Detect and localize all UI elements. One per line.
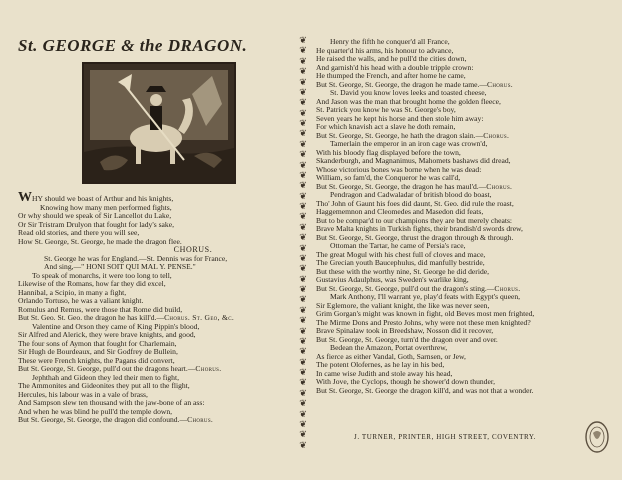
fleuron-icon: ❦ [299,284,307,294]
verse-line: But to be compar'd to our champions they are but merely cheats: [316,215,513,225]
verse-line: St. Patrick you know he was St. George's boy, [316,105,456,114]
chorus-tag: Chorus. [486,79,513,89]
fleuron-icon: ❦ [299,138,307,149]
stamp-seal-icon [584,420,610,454]
fleuron-icon: ❦ [299,159,307,170]
ornamental-divider [297,36,309,450]
verse-line: Henry the fifth he conquer'd all France, [330,37,450,46]
fleuron-icon: ❦ [299,294,307,305]
fleuron-icon: ❦ [299,97,307,108]
verse-line: But St. George, St. George, he hath the dragon slain.—Chorus. [316,130,510,140]
verse-line: And garnish'd his head with a double tripple crown: [316,62,474,72]
fleuron-icon: ❦ [299,335,307,346]
fleuron-icon: ❦ [299,66,307,77]
fleuron-icon: ❦ [299,398,307,409]
library-stamp [584,420,610,454]
verse-line: The Grecian youth Baucephulus, did manfully bestride, [316,258,485,267]
fleuron-icon: ❦ [299,242,307,253]
verse-line: With Jove, the Cyclops, though he shower'd down thunder, [316,377,495,386]
verse-line: But St. George, St. George, pull'd out the dragons heart.—Chorus. [18,364,222,373]
right-verses [316,38,606,395]
ballad-title: St. GEORGE & the DRAGON. [18,36,248,55]
verse-line: Read old stories, and there you will see, [18,228,140,237]
verse-line: The Ammonites and Gideonites they put all to the flight, [18,381,190,390]
printer-imprint: J. TURNER, PRINTER, HIGH STREET, COVENTRY. [354,433,536,441]
verse-line: Sir Eglemore, the valiant knight, the like was never seen, [316,300,490,310]
verse-line: To speak of monarchs, it were too long to tell, [32,270,172,280]
fleuron-icon: ❦ [299,169,307,180]
fleuron-icon: ❦ [299,128,307,139]
verse-line: How St. George, St. George, he made the dragon flee. [18,236,182,246]
fleuron-icon: ❦ [299,180,307,191]
verse-line: Tamerlain the emperor in an iron cage was crown'd, [330,139,488,148]
verse-line: In came wise Judith and stole away his head, [316,368,453,378]
chorus-line: St. George he was for England.—St. Dennis was for France, [44,253,228,263]
verse-line: Or why should we speak of Sir Lancellot du Lake, [18,211,172,220]
verse-line: For which knavish act a slave he doth remain, [316,122,456,131]
verse-line: Brave Malta knights in Turkish fights, their brandish'd swords drew, [316,224,523,233]
fleuron-icon: ❦ [299,315,307,326]
fleuron-icon: ❦ [299,304,307,315]
verse-line: Skanderburgh, and Magnanimus, Mahomets bashaws did dread, [316,156,511,165]
fleuron-icon: ❦ [299,273,307,284]
left-column [18,36,308,425]
left-verses [18,190,308,425]
verse-line: Valentine and Orson they came of King Pippin's blood, [32,321,200,331]
verse-line: Pendragon and Cadwaladar of british blood do boast, [330,190,492,199]
verse-line: Tho' John of Gaunt his foes did daunt, St. Geo. did rule the roast, [316,198,514,208]
fleuron-icon: ❦ [299,190,307,201]
fleuron-icon: ❦ [299,252,307,263]
verse-line: Ottoman the Tartar, he came of Persia's race, [330,241,466,250]
chorus-line: And sing,—" HONI SOIT QUI MAL Y. PENSE." [44,262,196,271]
fleuron-icon: ❦ [299,45,307,56]
chorus-tag: Chorus. [195,364,222,373]
fleuron-icon: ❦ [299,76,307,87]
fleuron-icon: ❦ [299,211,307,222]
verse-line: As fierce as either Vandal, Goth, Sarnsen, or Jew, [316,351,466,361]
fleuron-icon: ❦ [299,429,307,440]
verse-line: Likewise of the Romans, how far they did excel, [18,279,166,288]
verse-line: Or Sir Tristram Drulyon that fought for lady's sake, [18,219,174,229]
fleuron-icon: ❦ [299,418,307,429]
verse-line: Sir Hugh de Bourdeaux, and Sir Godfrey de Bullein, [18,347,178,356]
verse-line: Knowing how many men performed fights, [40,202,172,212]
fleuron-icon: ❦ [299,86,307,97]
fleuron-icon: ❦ [299,346,307,357]
verse-line: Hannibal, a Scipio, in many a fight, [18,287,127,297]
verse-line: But St. George, St. George, thrust the dragon through & through. [316,232,514,242]
fleuron-icon: ❦ [299,387,307,398]
verse-line: WHY should we boast of Arthur and his knights, [18,190,174,205]
fleuron-icon: ❦ [299,35,307,45]
drop-cap: W [18,190,32,205]
st-george-woodcut-image [84,64,234,182]
verse-line: With his bloody flag displayed before the town, [316,147,461,157]
verse-line: But these with the worthy nine, St. George he did deride, [316,266,490,276]
verse-line: The potent Olofernes, as he lay in his bed, [316,360,445,369]
verse-line: Mark Anthony, I'll warrant ye, play'd feats with Egypt's queen, [330,292,521,301]
verse-line: But St. George, St. George, the dragon did confound.—Chorus. [18,415,214,424]
verse-line: Hercules, his labour was in a vale of brass, [18,389,148,399]
fleuron-icon: ❦ [299,221,307,232]
fleuron-icon: ❦ [299,356,307,367]
verse-line: Haggememnon and Cleomedes and Masedon did feats, [316,207,484,216]
verse-line: The four sons of Aymon that fought for Charlemain, [18,338,177,348]
verse-line: He quarter'd his arms, his honour to advance, [316,45,454,55]
verse-line: But St. Geo. St. Geo. the dragon he has kill'd.—Chorus. St. Geo, &c. [18,313,235,322]
verse-line: Gustavius Adaulphus, was Sweden's warlike king, [316,275,469,284]
verse-line: And when he was blind he pull'd the temple down, [18,406,173,416]
chorus-tag: Chorus. [486,181,513,191]
verse-line: William, so fam'd, the Conqueror he was call'd, [316,173,461,182]
chorus-tag: Chorus. [187,415,214,424]
verse-line: He thumped the French, and after home he came, [316,71,466,80]
right-column [316,38,606,395]
verse-line: Romulus and Remus, were those that Rome did build, [18,304,183,314]
verse-line: But St. George, St. George, the dragon he has maul'd.—Chorus. [316,181,513,191]
fleuron-icon: ❦ [299,232,307,243]
verse-line: And Jason was the man that brought home the golden fleece, [316,96,501,106]
fleuron-icon: ❦ [299,107,307,118]
fleuron-icon: ❦ [299,201,307,211]
fleuron-icon: ❦ [299,55,307,66]
chorus-tag: Chorus. St. Geo, &c. [164,313,235,322]
verse-line: The great Mogul with his chest full of cloves and mace, [316,249,486,259]
verse-line: These were French knights, the Pagans did convert, [18,355,175,365]
fleuron-icon: ❦ [299,367,307,377]
verse-line: The Mirme Dons and Presto Johns, why were not these men knighted? [316,317,531,327]
verse-line: Sir Alfred and Alerick, they were brave knights, and good, [18,330,196,339]
fleuron-icon: ❦ [299,325,307,336]
woodcut-illustration [82,62,236,184]
fleuron-icon: ❦ [299,263,307,274]
chorus-tag: Chorus. [483,130,510,140]
verse-line: But St. George, St. George, pull'd out the dragon's sting.—Chorus. [316,283,521,293]
fleuron-icon: ❦ [299,408,307,419]
verse-line: But St. George, St. George the dragon kill'd, and was not that a wonder. [316,385,534,395]
chorus-tag: Chorus. [494,283,521,293]
verse-line: But St. George, St. George, turn'd the dragon over and over. [316,334,498,344]
fleuron-icon: ❦ [299,377,307,388]
chorus-heading: CHORUS. [173,245,213,254]
verse-line: And Sampson slew ten thousand with the jaw-bone of an ass: [18,398,205,407]
fleuron-icon: ❦ [299,149,307,160]
verse-line: St. David you know loves leeks and toasted cheese, [330,88,487,97]
verse-line: Seven years he kept his horse and then stole him away: [316,113,484,123]
verse-line: Bedean the Amazon, Portat overthrew, [330,343,448,352]
fleuron-icon: ❦ [299,118,307,128]
fleuron-icon: ❦ [299,439,307,450]
verse-line: But St. George, St. George, the dragon he made tame.—Chorus. [316,79,513,89]
verse-line: Jephthah and Gideon they led their men to fight, [32,372,179,382]
verse-line: Grim Gorgan's might was known in fight, old Beves most men frighted, [316,309,535,318]
verse-line: Whose victorious bones was borne when he was dead: [316,164,482,174]
verse-line: Orlando Tortuso, he was a valiant knight. [18,296,144,305]
verse-line: Brave Spinalaw took in Breedshaw, Nosson did it recover, [316,326,494,335]
verse-line: He raised the walls, and he pull'd the cities down, [316,54,467,63]
